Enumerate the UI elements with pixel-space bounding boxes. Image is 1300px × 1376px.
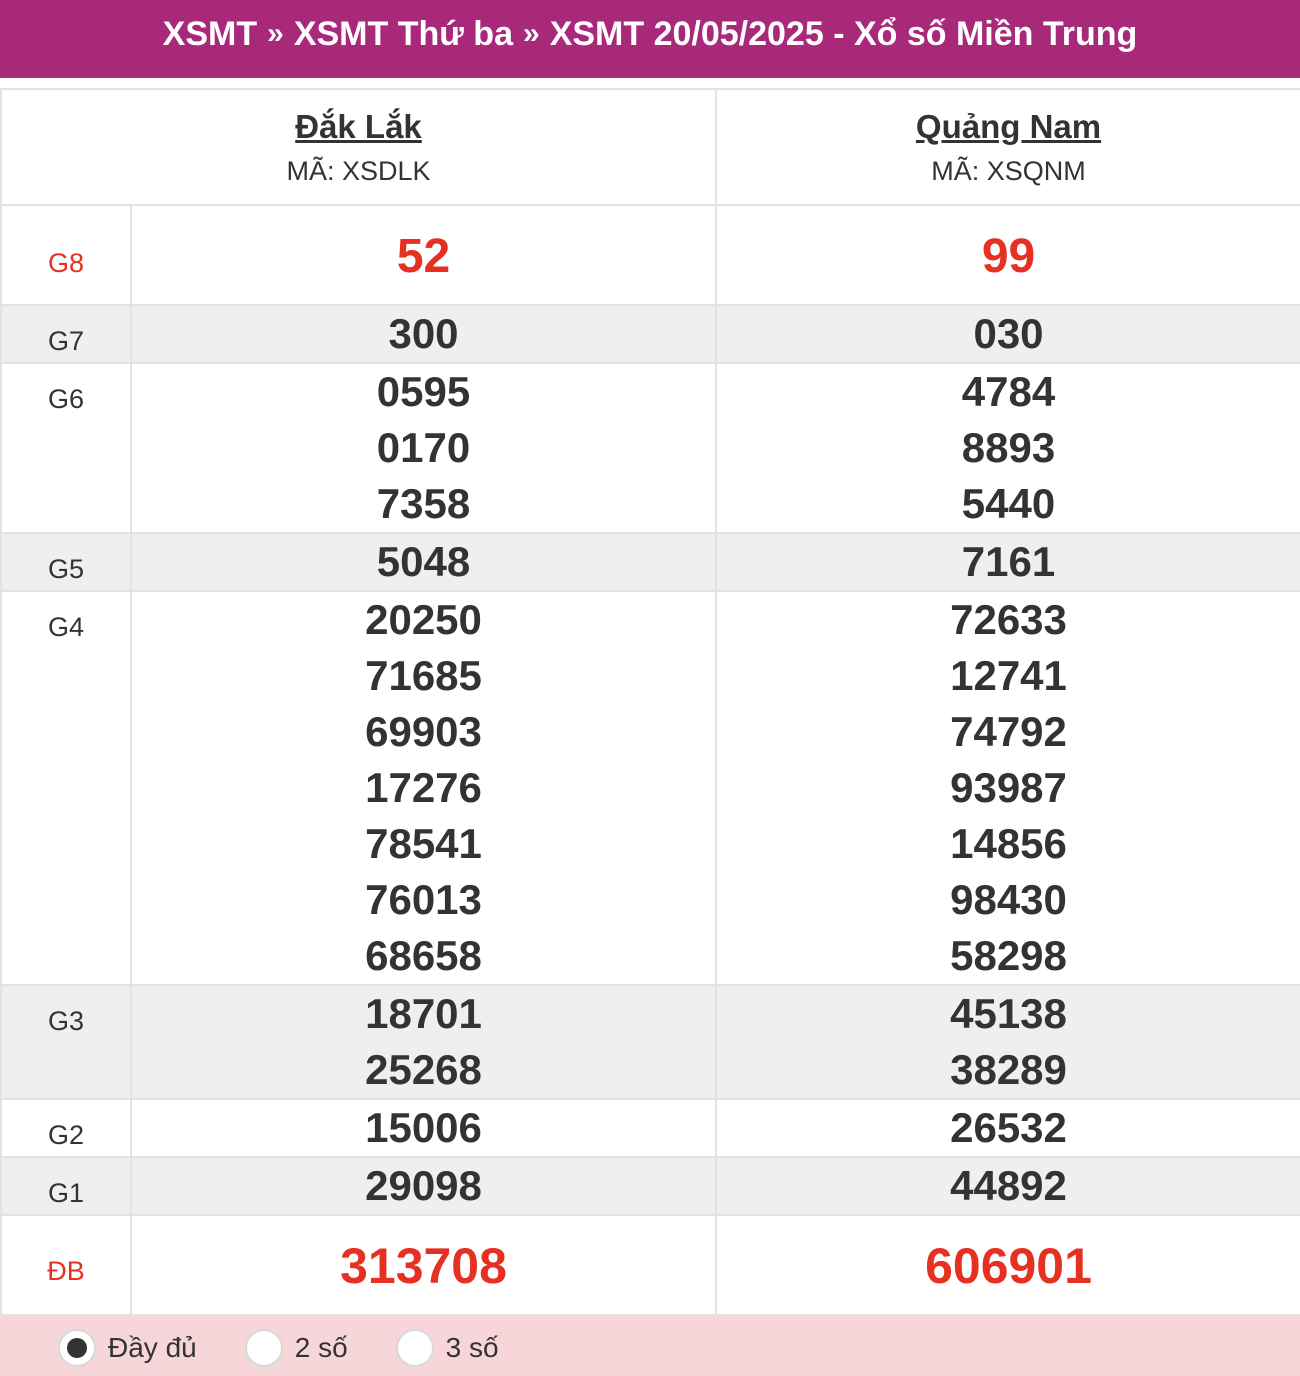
prize-number: 5440 [961, 480, 1056, 527]
prize-numbers-cell [131, 1157, 716, 1215]
prize-number: 38289 [950, 1046, 1067, 1093]
prize-row-g7 [1, 305, 1300, 363]
prize-number: 030 [973, 310, 1044, 357]
prize-number: 45138 [950, 990, 1067, 1037]
prize-number: 68658 [365, 932, 482, 979]
prize-label: G4 [1, 591, 131, 985]
prize-row-g8 [1, 205, 1300, 305]
prize-label: G7 [1, 305, 131, 363]
prize-numbers-cell [716, 1157, 1300, 1215]
prize-number: 20250 [365, 596, 482, 643]
prize-numbers-cell [716, 363, 1300, 533]
prize-row-g5 [1, 533, 1300, 591]
prize-number: 74792 [950, 708, 1067, 755]
prize-label: G1 [1, 1157, 131, 1215]
prize-number: 12741 [950, 652, 1067, 699]
page-header [0, 0, 1300, 88]
prize-label: G6 [1, 363, 131, 533]
prize-number: 14856 [950, 820, 1067, 867]
prize-row-db [1, 1215, 1300, 1315]
prize-number: 606901 [925, 1238, 1092, 1294]
prize-number: 52 [396, 230, 451, 283]
prize-numbers-cell [716, 1099, 1300, 1157]
breadcrumb [163, 15, 1138, 54]
prize-numbers-cell [716, 305, 1300, 363]
breadcrumb-separator-icon: » [523, 17, 540, 50]
prize-number: 29098 [365, 1162, 482, 1209]
prize-numbers-cell [716, 533, 1300, 591]
radio-2-digits[interactable] [245, 1329, 283, 1367]
digit-display-options [0, 1316, 1300, 1376]
prize-number: 72633 [950, 596, 1067, 643]
prize-label: G5 [1, 533, 131, 591]
option-label: Đầy đủ [108, 1332, 197, 1363]
option-label: 2 số [294, 1332, 348, 1363]
prize-numbers-cell [131, 591, 716, 985]
prize-number: 25268 [365, 1046, 482, 1093]
prize-number: 0170 [376, 424, 471, 471]
prize-numbers-cell [131, 985, 716, 1099]
prize-label: G2 [1, 1099, 131, 1157]
option-label: 3 số [445, 1332, 499, 1363]
prize-row-g6 [1, 363, 1300, 533]
prize-number: 99 [981, 230, 1036, 283]
breadcrumb-xsmt-thu-ba-link[interactable]: XSMT Thứ ba [293, 14, 513, 53]
prize-number: 18701 [365, 990, 482, 1037]
prize-number: 44892 [950, 1162, 1067, 1209]
prize-numbers-cell [131, 1099, 716, 1157]
prize-row-g1 [1, 1157, 1300, 1215]
prize-number: 17276 [365, 764, 482, 811]
province-link-quang-nam[interactable]: Quảng Nam [915, 108, 1102, 145]
prize-number: 58298 [950, 932, 1067, 979]
province-code: MÃ: XSDLK [286, 156, 431, 186]
radio-selected-dot [67, 1338, 87, 1358]
results-table [0, 88, 1300, 1316]
prize-row-g2 [1, 1099, 1300, 1157]
radio-3-digits[interactable] [396, 1329, 434, 1367]
prize-number: 78541 [365, 820, 482, 867]
prize-number: 5048 [376, 538, 471, 585]
breadcrumb-xsmt-link[interactable]: XSMT [162, 14, 258, 53]
prize-number: 4784 [961, 368, 1056, 415]
prize-numbers-cell [131, 363, 716, 533]
prize-number: 7161 [961, 538, 1056, 585]
option-2-digits[interactable] [245, 1329, 348, 1367]
prize-label: G8 [1, 205, 131, 305]
province-header-row [1, 89, 1300, 205]
prize-number: 26532 [950, 1104, 1067, 1151]
prize-numbers-cell [131, 205, 716, 305]
prize-numbers-cell [716, 591, 1300, 985]
prize-number: 69903 [365, 708, 482, 755]
province-code: MÃ: XSQNM [931, 156, 1086, 186]
prize-number: 300 [388, 310, 459, 357]
prize-number: 93987 [950, 764, 1067, 811]
prize-table-body [1, 205, 1300, 1315]
prize-numbers-cell [131, 1215, 716, 1315]
prize-row-g3 [1, 985, 1300, 1099]
page-title: XSMT 20/05/2025 - Xổ số Miền Trung [549, 14, 1138, 53]
radio-full[interactable] [58, 1329, 96, 1367]
option-3-digits[interactable] [396, 1329, 499, 1367]
prize-number: 15006 [365, 1104, 482, 1151]
prize-numbers-cell [131, 305, 716, 363]
prize-label: ĐB [1, 1215, 131, 1315]
prize-number: 71685 [365, 652, 482, 699]
prize-number: 98430 [950, 876, 1067, 923]
prize-row-g4 [1, 591, 1300, 985]
option-full[interactable] [58, 1329, 197, 1367]
province-header-quang-nam [716, 89, 1300, 205]
prize-numbers-cell [716, 1215, 1300, 1315]
prize-number: 76013 [365, 876, 482, 923]
prize-number: 8893 [961, 424, 1056, 471]
prize-numbers-cell [131, 533, 716, 591]
province-link-dak-lak[interactable]: Đắk Lắk [295, 108, 422, 145]
prize-number: 0595 [376, 368, 471, 415]
prize-numbers-cell [716, 205, 1300, 305]
prize-number: 313708 [340, 1238, 507, 1294]
prize-number: 7358 [376, 480, 471, 527]
breadcrumb-separator-icon: » [267, 17, 284, 50]
prize-numbers-cell [716, 985, 1300, 1099]
province-header-dak-lak [1, 89, 716, 205]
prize-label: G3 [1, 985, 131, 1099]
